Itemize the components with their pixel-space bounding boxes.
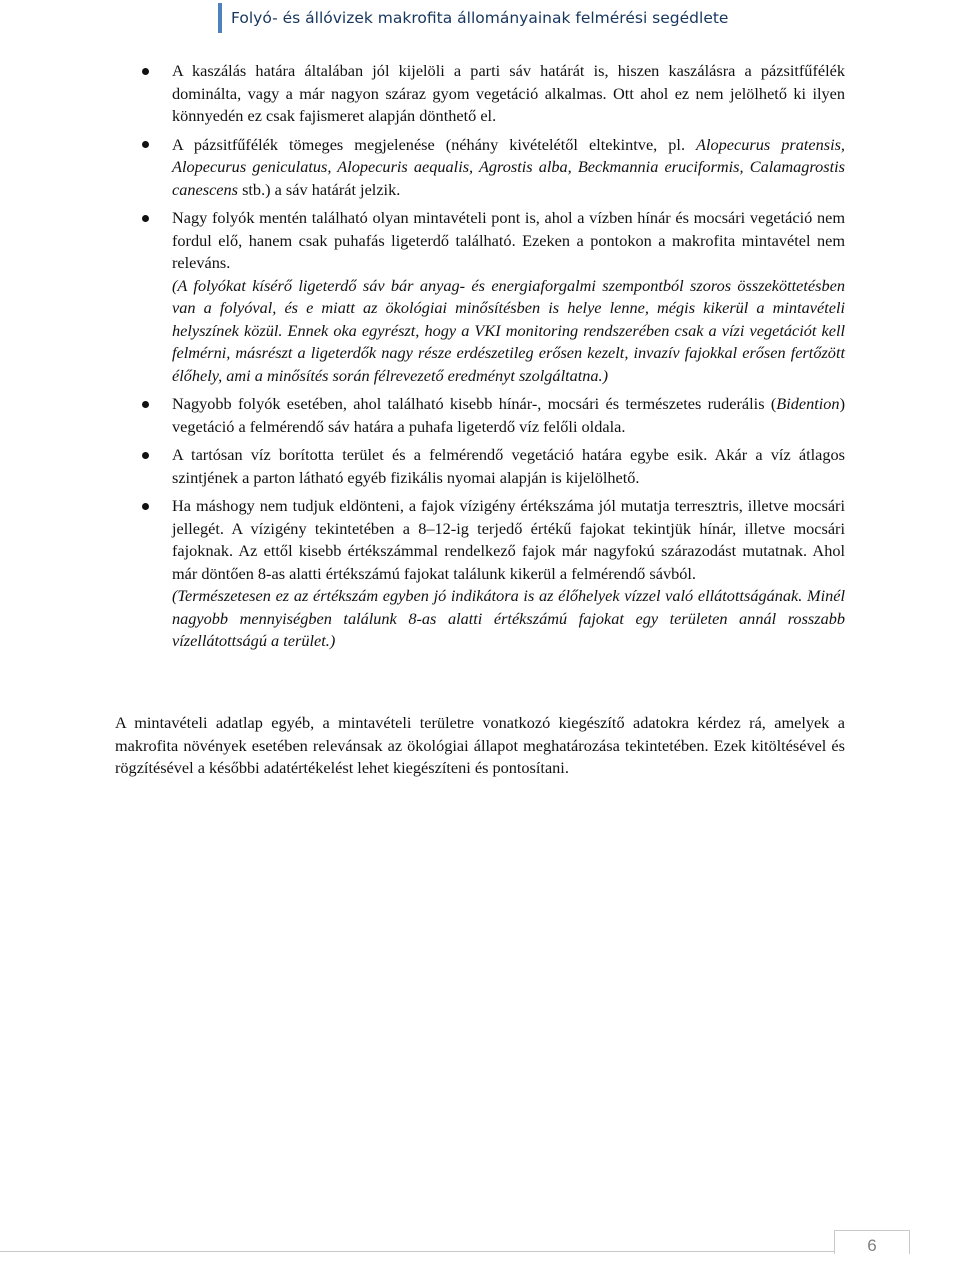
bullet-paragraph xyxy=(172,585,845,653)
italic-text: Alopecurus pratensis, Alopecurus geniculatus, Alopecuris aequalis, Agrostis alba, Beckmannia eruciformis, Calamagrostis canescens xyxy=(172,134,846,199)
text-segment: Nagy folyók mentén található olyan mintavételi pont is, ahol a vízben hínár és mocsári vegetáció nem fordul elő, hanem csak puhafás ligeterdő található. Ezeken a pontokon a makrofita mintavétel nem releváns. xyxy=(172,208,845,272)
header-title: Folyó- és állóvizek makrofita állományainak felmérési segédlete xyxy=(231,9,729,27)
bullet-dot-icon xyxy=(142,215,149,222)
bullet-paragraph xyxy=(172,275,845,388)
bullet-item xyxy=(172,444,845,489)
text-segment: A tartósan víz borította terület és a felmérendő vegetáció határa egybe esik. Akár a víz átlagos szintjének a parton látható egyéb fizikális nyomai alapján is kijelölhető. xyxy=(172,445,845,487)
bullet-dot-icon xyxy=(142,452,149,459)
bullet-paragraph xyxy=(172,495,845,585)
bullet-dot-icon xyxy=(142,141,149,148)
footer-rule xyxy=(0,1251,834,1252)
bullet-paragraph xyxy=(172,60,845,128)
text-segment: A kaszálás határa általában jól kijelöli a parti sáv határát is, hiszen kaszálásra a pázsitfűfélék dominálta, vagy a már nagyon száraz gyom vegetáció alkalmas. Ott ahol ez nem jelölhető ki ilyen könnyedén ez csak fajismeret alapján dönthető el. xyxy=(172,61,845,125)
text-segment: Nagyobb folyók esetében, ahol található kisebb hínár-, mocsári és természetes ruderális ( xyxy=(172,394,777,413)
italic-text: Bidention xyxy=(776,394,840,413)
text-segment: Ha máshogy nem tudjuk eldönteni, a fajok vízigény értékszáma jól mutatja terresztris, illetve mocsári jellegét. A vízigény tekintetében a 8–12-ig terjedő értékű fajokat tekintjük hínár, illetve mocsári fajoknak. Az ettől kisebb értékszámmal rendelkező fajok már nagyfokú szárazodást mutatnak. Ahol már döntően 8-as alatti értékszámú fajokat találunk kikerül a felmérendő sávból. xyxy=(172,496,845,583)
page-number xyxy=(834,1230,910,1254)
bullet-item xyxy=(172,60,845,128)
bullet-item xyxy=(172,134,845,202)
italic-text: (A folyókat kísérő ligeterdő sáv bár anyag- és energiaforgalmi szempontból szoros összeköttetésben van a folyóval, és e miatt az ökológiai minősítésben is helye lenne, mégis kikerül a mintavételi helyszínek közül. Ennek oka egyrészt, hogy a VKI monitoring rendszerében csak a vízi vegetációt kell felmérni, másrészt a ligeterdők nagy része erdészetileg erősen kezelt, invazív fajokkal erősen fertőzött élőhely, ami a minősítés során félrevezető eredményt szolgáltatna.) xyxy=(172,275,845,385)
bullet-item xyxy=(172,393,845,438)
bullet-list xyxy=(0,60,960,659)
closing-paragraph: A mintavételi adatlap egyéb, a mintavételi területre vonatkozó kiegészítő adatokra kérdez rá, amelyek a makrofita növények esetében relevánsak az ökológiai állapot meghatározása tekintetében. Ezek kitöltésével és rögzítésével a későbbi adatértékelést lehet kiegészíteni és pontosítani. xyxy=(115,713,845,777)
bullet-item xyxy=(172,207,845,387)
page-number-text: 6 xyxy=(867,1236,877,1255)
bullet-paragraph xyxy=(172,393,845,438)
bullet-paragraph xyxy=(172,134,845,202)
italic-text: (Természetesen ez az értékszám egyben jó indikátora is az élőhelyek vízzel való ellátottságának. Minél nagyobb mennyiségben találunk 8-as alatti értékszámú fajokat egy területen annál rosszabb vízellátottságú a terület.) xyxy=(172,586,845,650)
bullet-dot-icon xyxy=(142,401,149,408)
text-segment: A pázsitfűfélék tömeges megjelenése (néhány kivételétől eltekintve, pl. xyxy=(172,134,697,154)
bullet-dot-icon xyxy=(142,68,149,75)
text-segment: ) vegetáció a felmérendő sáv határa a puhafa ligeterdő víz felőli oldala. xyxy=(172,394,845,436)
text-segment: stb.) a sáv határát jelzik. xyxy=(238,179,401,199)
running-header xyxy=(218,3,728,33)
bullet-paragraph xyxy=(172,444,845,489)
bullet-paragraph xyxy=(172,207,845,275)
bullet-item xyxy=(172,495,845,653)
bullet-dot-icon xyxy=(142,503,149,510)
